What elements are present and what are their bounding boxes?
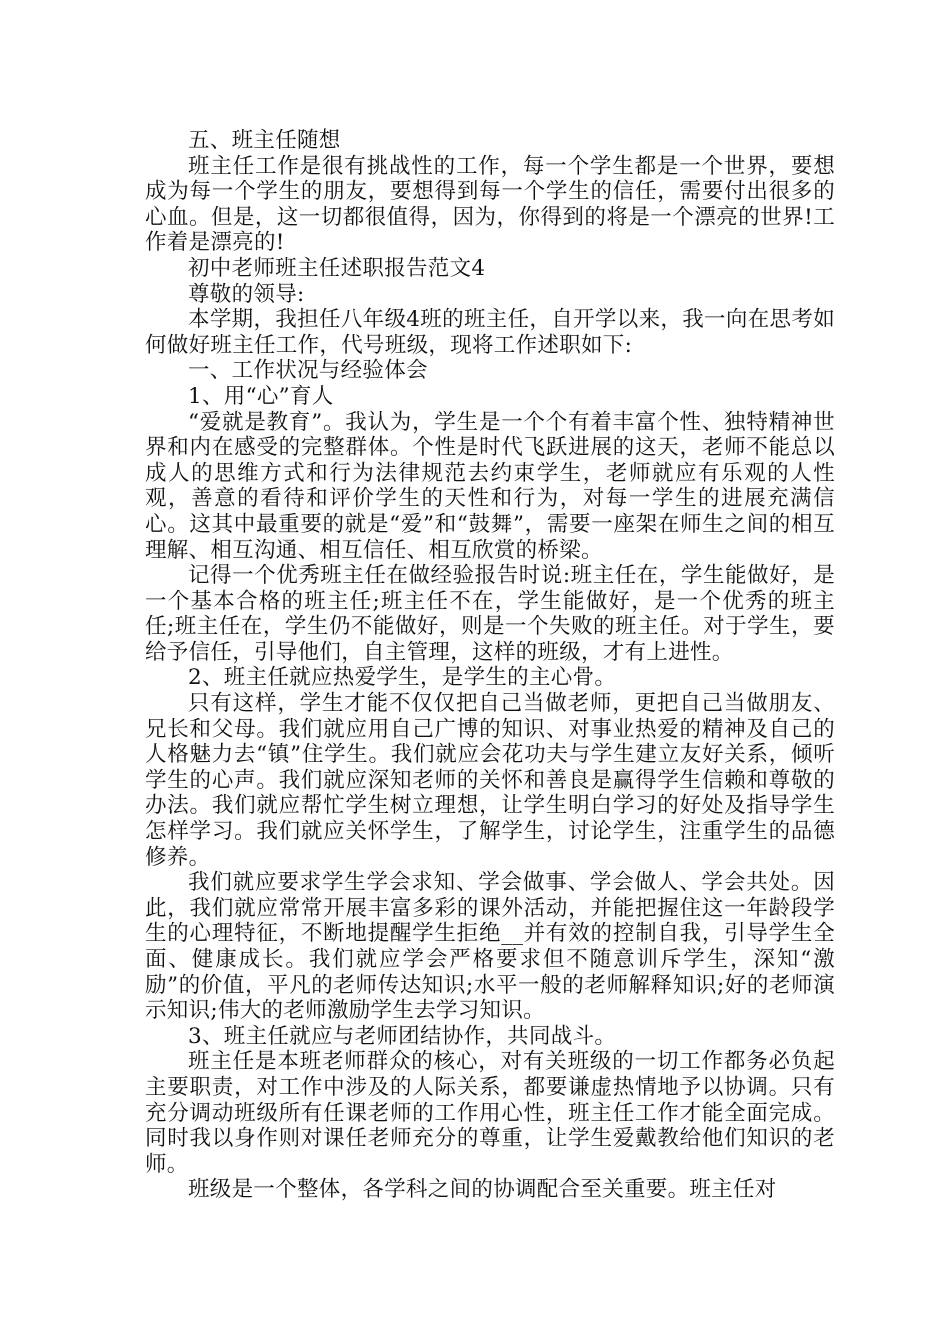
paragraph: 班主任工作是很有挑战性的工作，每一个学生都是一个世界，要想成为每一个学生的朋友，要想得到每一个学生的信任，需要付出很多的心血。但是，这一切都很值得，因为，你得到的将是一个漂亮的世界!工作着是漂亮的! (145, 153, 835, 256)
subheading-3: 3、班主任就应与老师团结协作，共同战斗。 (188, 1023, 617, 1049)
section-heading-work-status: 一、工作状况与经验体会 (188, 358, 428, 384)
paragraph: 本学期，我担任八年级4班的班主任，自开学以来，我一向在思考如何做好班主任工作，代号班级，现将工作述职如下: (145, 307, 835, 358)
document-body (145, 128, 835, 1203)
paragraph: 只有这样，学生才能不仅仅把自己当做老师，更把自己当做朋友、兄长和父母。我们就应用自己广博的知识、对事业热爱的精神及自己的人格魅力去“镇”住学生。我们就应会花功夫与学生建立友好关系，倾听学生的心声。我们就应深知老师的关怀和善良是赢得学生信赖和尊敬的办法。我们就应帮忙学生树立理想，让学生明白学习的好处及指导学生怎样学习。我们就应关怀学生，了解学生，讨论学生，注重学生的品德修养。 (145, 691, 835, 870)
report-title: 初中老师班主任述职报告范文4 (188, 255, 486, 281)
paragraph: 我们就应要求学生学会求知、学会做事、学会做人、学会共处。因此，我们就应常常开展丰富多彩的课外活动，并能把握住这一年龄段学生的心理特征，不断地提醒学生拒绝__并有效的控制自我，引导学生全面、健康成长。我们就应学会严格要求但不随意训斥学生，深知“激励”的价值，平凡的老师传达知识;水平一般的老师解释知识;好的老师演示知识;伟大的老师激励学生去学习知识。 (145, 870, 835, 1024)
paragraph: 记得一个优秀班主任在做经验报告时说:班主任在，学生能做好，是一个基本合格的班主任;班主任不在，学生能做好，是一个优秀的班主任;班主任在，学生仍不能做好，则是一个失败的班主任。对于学生，要给予信任，引导他们，自主管理，这样的班级，才有上进性。 (145, 563, 835, 665)
subheading-1: 1、用“心”育人 (188, 383, 334, 409)
subheading-2: 2、班主任就应热爱学生，是学生的主心骨。 (188, 665, 617, 691)
salutation: 尊敬的领导: (188, 281, 305, 307)
section-heading-reflections: 五、班主任随想 (188, 128, 341, 153)
paragraph: “爱就是教育”。我认为，学生是一个个有着丰富个性、独特精神世界和内在感受的完整群体。个性是时代飞跃进展的这天，老师不能总以成人的思维方式和行为法律规范去约束学生，老师就应有乐观的人性观，善意的看待和评价学生的天性和行为，对每一学生的进展充满信心。这其中最重要的就是“爱”和“鼓舞”，需要一座架在师生之间的相互理解、相互沟通、相互信任、相互欣赏的桥梁。 (145, 409, 835, 563)
paragraph: 班主任是本班老师群众的核心，对有关班级的一切工作都务必负起主要职责，对工作中涉及的人际关系，都要谦虚热情地予以协调。只有充分调动班级所有任课老师的工作用心性，班主任工作才能全面完成。同时我以身作则对课任老师充分的尊重，让学生爱戴教给他们知识的老师。 (145, 1049, 835, 1177)
paragraph: 班级是一个整体，各学科之间的协调配合至关重要。班主任对 (188, 1177, 777, 1203)
